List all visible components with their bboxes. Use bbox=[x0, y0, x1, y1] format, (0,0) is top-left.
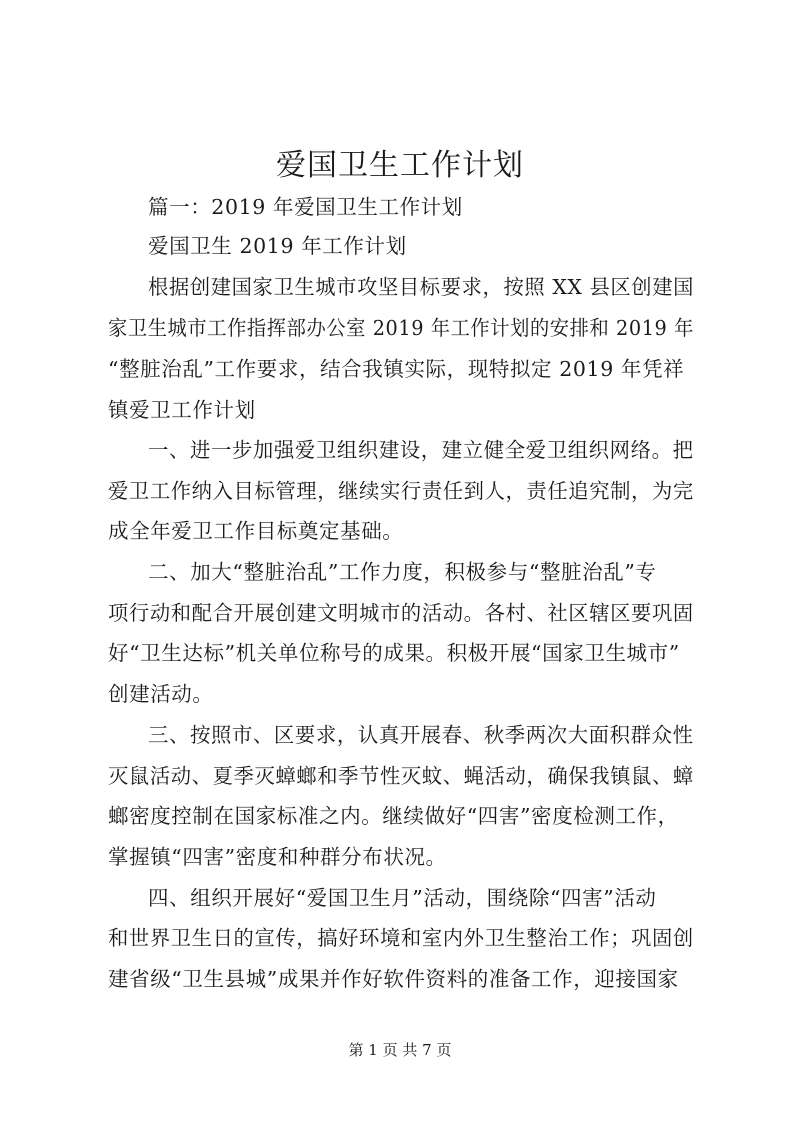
paragraph-line: 创建活动。 bbox=[108, 682, 214, 706]
paragraph-line: 三、按照市、区要求，认真开展春、秋季两次大面积群众性 bbox=[148, 723, 694, 747]
paragraph-line: 螂密度控制在国家标准之内。继续做好“四害”密度检测工作， bbox=[108, 804, 679, 828]
paragraph-line: 掌握镇“四害”密度和种群分布状况。 bbox=[108, 845, 447, 869]
paragraph-line: 爱卫工作纳入目标管理，继续实行责任到人，责任追究制，为完 bbox=[108, 479, 694, 503]
paragraph-line: 一、进一步加强爱卫组织建设，建立健全爱卫组织网络。把 bbox=[148, 438, 694, 462]
paragraph-line: 灭鼠活动、夏季灭蟑螂和季节性灭蚊、蝇活动，确保我镇鼠、蟑 bbox=[108, 764, 694, 788]
page-number-footer: 第 1 页 共 7 页 bbox=[348, 1041, 452, 1059]
paragraph-line: 根据创建国家卫生城市攻坚目标要求，按照 XX 县区创建国 bbox=[148, 275, 695, 299]
paragraph-line: 家卫生城市工作指挥部办公室 2019 年工作计划的安排和 2019 年 bbox=[108, 316, 694, 340]
paragraph-line: 好“卫生达标”机关单位称号的成果。积极开展“国家卫生城市” bbox=[108, 641, 680, 665]
paragraph-line: “整脏治乱”工作要求，结合我镇实际，现特拟定 2019 年凭祥 bbox=[108, 357, 685, 381]
paragraph-line: 建省级“卫生县城”成果并作好软件资料的准备工作，迎接国家 bbox=[108, 967, 679, 991]
paragraph-line: 成全年爱卫工作目标奠定基础。 bbox=[108, 519, 404, 543]
section-heading: 篇一：2019 年爱国卫生工作计划 bbox=[148, 195, 463, 219]
paragraph-line: 项行动和配合开展创建文明城市的活动。各村、社区辖区要巩固 bbox=[108, 601, 694, 625]
subheading: 爱国卫生 2019 年工作计划 bbox=[148, 234, 407, 258]
paragraph-line: 四、组织开展好“爱国卫生月”活动，围绕除“四害”活动 bbox=[148, 886, 657, 910]
document-title: 爱国卫生工作计划 bbox=[276, 148, 524, 183]
paragraph-line: 和世界卫生日的宣传，搞好环境和室内外卫生整治工作；巩固创 bbox=[108, 926, 694, 950]
paragraph-line: 镇爱卫工作计划 bbox=[108, 398, 256, 422]
paragraph-line: 二、加大“整脏治乱”工作力度，积极参与“整脏治乱”专 bbox=[148, 560, 657, 584]
